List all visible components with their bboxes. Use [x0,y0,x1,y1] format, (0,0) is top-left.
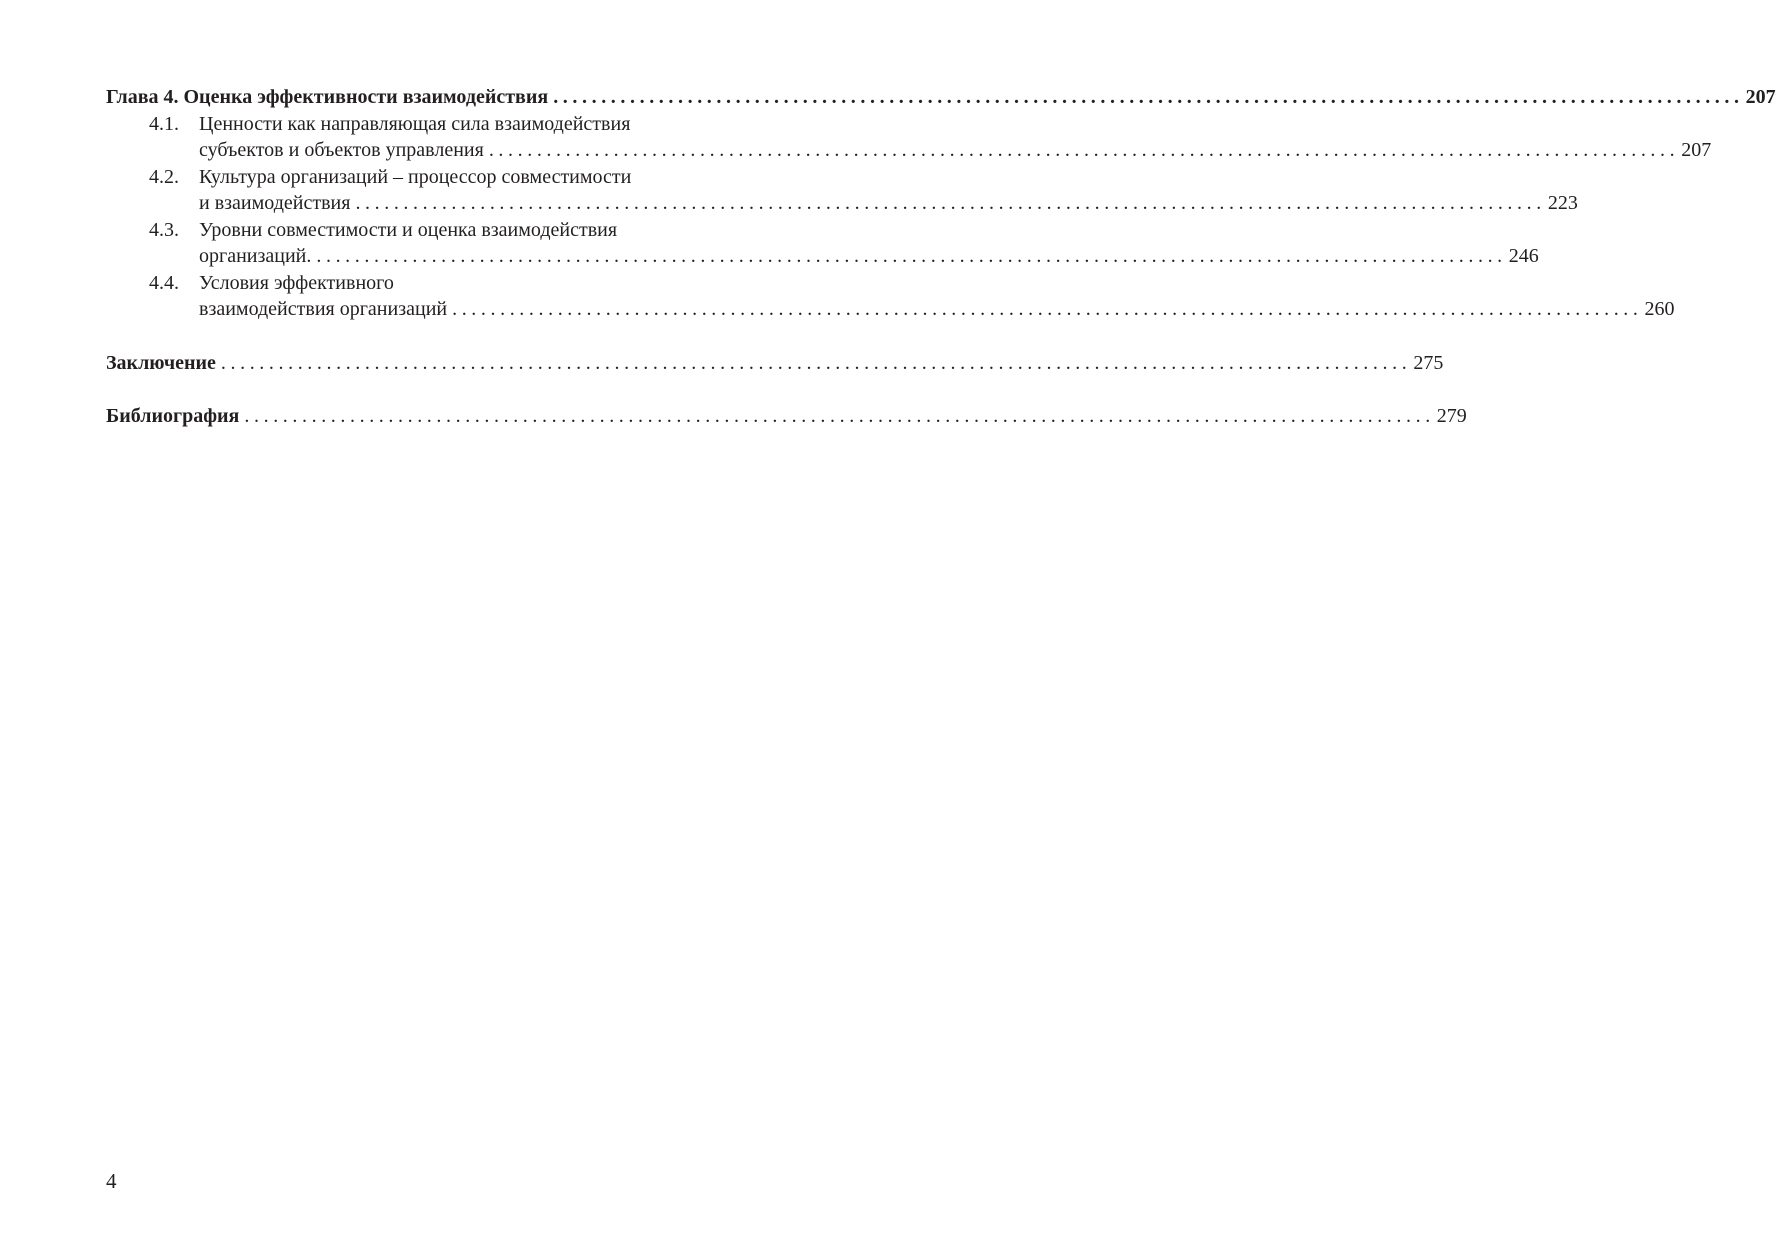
section-title-line [106,270,778,297]
toc-section-entry[interactable] [106,217,1539,270]
section-title: организаций. [199,245,312,267]
section-title-line [106,217,778,244]
section-title: Ценности как направляющая сила взаимодействия [199,112,631,135]
section-title-line [106,296,1675,323]
dot-leader: ............................................................................................................................ [553,86,1744,108]
page-number: 260 [1644,298,1675,320]
page-number: 279 [1436,405,1467,427]
dot-leader: ............................................................................................................................ [355,192,1546,214]
section-title: Условия эффективного [199,271,394,294]
section-title: и взаимодействия [199,192,351,214]
spacer [106,323,778,350]
section-title-line [106,190,1578,217]
toc-bibliography-entry[interactable] [106,403,1467,430]
section-number: 4.1. [149,112,179,135]
table-of-contents [106,84,1776,430]
page-number: 223 [1547,192,1578,214]
bibliography-title: Библиография [106,405,240,427]
conclusion-title: Заключение [106,351,216,374]
dot-leader: ............................................................................................................................ [220,351,1412,374]
section-number: 4.4. [149,271,179,294]
toc-section-entry[interactable] [106,270,1675,323]
section-number: 4.3. [149,218,179,241]
section-title-line [106,243,1539,270]
dot-leader: ............................................................................................................................ [488,139,1680,161]
dot-leader: ............................................................................................................................ [316,245,1507,267]
section-title-line [106,164,778,191]
toc-section-entry[interactable] [106,111,1712,164]
toc-section-entry[interactable] [106,164,1578,217]
section-title-line [106,111,778,138]
section-title: взаимодействия организаций [199,298,448,320]
toc-conclusion-entry[interactable] [106,350,1444,377]
page-number: 207 [1681,139,1712,161]
page-folio-number: 4 [106,1169,117,1193]
section-title-line [106,137,1712,164]
section-number: 4.2. [149,165,179,188]
spacer [106,376,778,403]
section-title: Уровни совместимости и оценка взаимодействия [199,218,618,241]
section-title: Культура организаций – процессор совместимости [199,165,632,188]
toc-chapter-entry[interactable] [106,84,1776,111]
dot-leader: ............................................................................................................................ [452,298,1643,320]
section-title: субъектов и объектов управления [199,139,484,161]
dot-leader: ............................................................................................................................ [244,405,1435,427]
page-number: 275 [1413,351,1444,374]
page-number: 207 [1745,86,1776,108]
page-number: 246 [1508,245,1539,267]
chapter-title: Глава 4. Оценка эффективности взаимодействия [106,86,549,108]
